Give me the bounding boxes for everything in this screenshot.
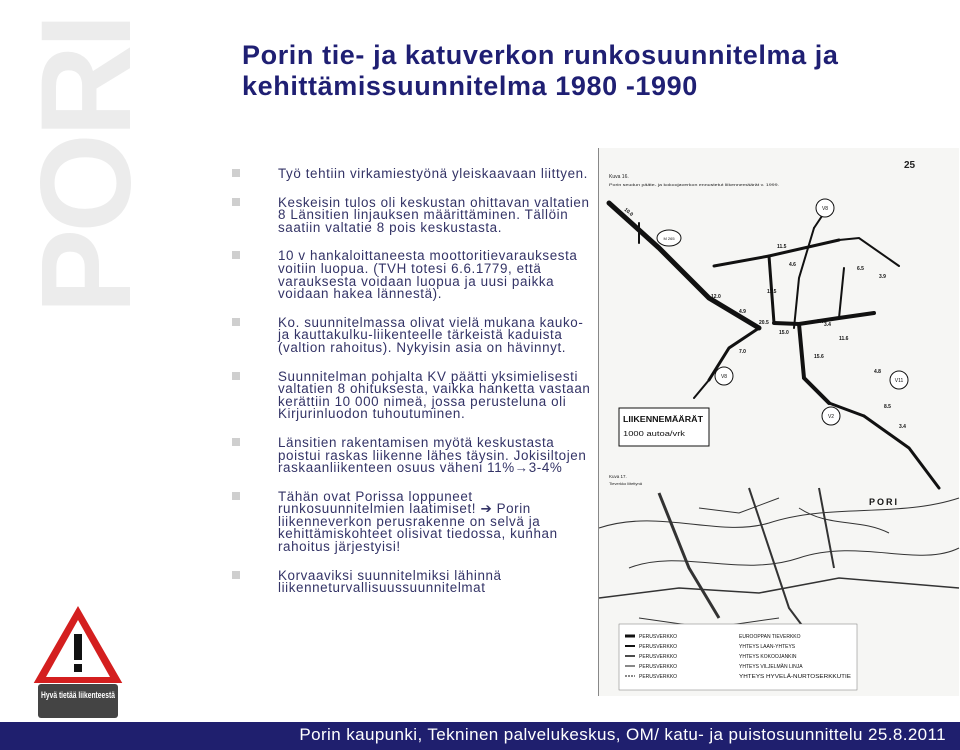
bullet-item (232, 250, 592, 300)
bullet-item (232, 434, 592, 476)
bullet-item (232, 488, 592, 555)
bullet-icon (232, 198, 240, 206)
traffic-value: 4.8 (874, 369, 881, 375)
slide-title: Porin tie- ja katuverkon runkosuunnitelma ja kehittämissuunnitelma 1980 -1990 (242, 40, 839, 101)
traffic-value: 9.0 (817, 319, 824, 325)
legend-row: PERUSVERKKO (639, 644, 678, 650)
bullet-icon (232, 492, 240, 500)
pori-logo-text: PORI (15, 17, 158, 314)
legend-row-right: YHTEYS LAAN-YHTEYS (739, 644, 796, 650)
bullet-item (232, 168, 592, 181)
bullet-text: Suunnitelman pohjalta KV päätti yksimielisesti valtatien 8 ohituksesta, vaikka hanketta vastaan kerättiin 10 000 nimeä, jossa perusteluna oli Kirjurinluodon tuhoutuminen. (278, 368, 591, 422)
bullet-item (232, 567, 592, 596)
figure-caption-mid-2: Tieverkko liitettynä (609, 481, 642, 486)
bullet-text: Keskeisin tulos oli keskustan ohittavan valtatien 8 Länsitien linjauksen määrittäminen. Tällöin saatiin valtatie 8 pois keskustasta. (278, 194, 590, 235)
traffic-value: 3.9 (879, 274, 886, 280)
legend-row: PERUSVERKKO (639, 654, 678, 660)
bullet-text: Länsitien rakentamisen myötä keskustasta poistui raskas liikenne lähes täysin. Jokisiltojen raskaanliikenteen osuus väheni 11%→3-4% (278, 434, 587, 476)
route-label: V8 (821, 206, 829, 212)
bullet-icon (232, 372, 240, 380)
traffic-value: 6.5 (857, 266, 864, 272)
traffic-value: 4.9 (739, 309, 746, 315)
warning-sign-label: Hyvä tietää liikenteestä (41, 690, 116, 700)
traffic-value: 10.0 (622, 206, 635, 218)
bullet-icon (232, 251, 240, 259)
bullet-text: Korvaaviksi suunnitelmiksi lähinnä liikenneturvallisuussuunnitelmat (278, 567, 502, 596)
route-label: M 265 (663, 236, 675, 241)
figure-page-number: 25 (904, 160, 916, 171)
bullet-list (232, 168, 592, 611)
warning-sign-icon (28, 600, 128, 720)
traffic-value: 8.5 (884, 404, 891, 410)
legend-row: PERUSVERKKO (639, 664, 678, 670)
legend-row-right: EUROOPPAN TIEVERKKO (739, 634, 801, 640)
bullet-text: Ko. suunnitelmassa olivat vielä mukana kauko- ja kauttakulku-liikenteelle tärkeistä kaduista (valtion rahoitus). Nykyisin asia on hävinnyt. (278, 314, 584, 355)
bullet-item (232, 194, 592, 235)
bullet-text: Työ tehtiin virkamiestyönä yleiskaavaan liittyen. (278, 166, 588, 181)
city-label: PORI (869, 497, 900, 507)
legend-row-right: YHTEYS VILJELMÄN LINJA (739, 664, 803, 670)
traffic-value: 15.0 (779, 330, 789, 336)
route-label: V2 (827, 414, 835, 420)
figure-caption-top-1: Kuva 16. (609, 174, 629, 180)
footer-bar (0, 722, 960, 750)
traffic-value: 15.6 (814, 354, 824, 360)
route-label: V11 (894, 378, 904, 384)
figure-caption-top-2: Porin seudun pääte- ja kokoojaverkon ennustetut liikennemäärät v. 1999. (609, 182, 779, 187)
traffic-value: 3.4 (899, 424, 906, 430)
bullet-icon (232, 169, 240, 177)
traffic-value: 4.6 (789, 262, 796, 268)
traffic-value: 3.4 (824, 322, 831, 328)
sidebar (0, 0, 158, 750)
bullet-text: Tähän ovat Porissa loppuneet runkosuunnitelmien laatimiset! ➔ Porin liikenneverkon perusrakenne on selvä ja kehittämiskohteet olisivat tiedossa, kunhan rahoitus järjestyisi! (278, 488, 558, 555)
traffic-value: 20.5 (759, 320, 769, 326)
traffic-value: 7.0 (739, 349, 746, 355)
bullet-text: 10 v hankaloittaneesta moottoritievarauksesta voitiin luopua. (TVH totesi 6.6.1779, että varauksesta voidaan luopua ja uusi paikka voidaan hakea lännestä). (278, 248, 578, 302)
figure-caption-mid-1: Kuva 17. (609, 474, 627, 479)
traffic-value: 12.0 (711, 294, 721, 300)
bullet-item (232, 314, 592, 355)
traffic-value: 11.5 (777, 244, 787, 250)
traffic-value: 11.5 (767, 289, 777, 295)
legend-title: LIIKENNEMÄÄRÄT (623, 415, 704, 424)
bullet-icon (232, 571, 240, 579)
bullet-icon (232, 318, 240, 326)
pori-logo (15, 17, 158, 322)
route-label: V8 (720, 374, 728, 380)
bullet-icon (232, 438, 240, 446)
traffic-value: 11.6 (839, 336, 849, 342)
traffic-map-figure (598, 148, 959, 696)
legend-subtitle: 1000 autoa/vrk (623, 431, 686, 438)
legend-row-right: YHTEYS HYVELÄ-NURTOSERKKUTIE (739, 674, 828, 680)
bullet-item (232, 368, 592, 422)
footer-text: Porin kaupunki, Tekninen palvelukeskus, OM/ katu- ja puistosuunnittelu 25.8.2011 (299, 725, 946, 744)
legend-row-right: YHTEYS KOKOOJANKIN (739, 654, 797, 660)
legend-row: PERUSVERKKO (639, 674, 678, 680)
legend-row: PERUSVERKKO (639, 634, 678, 640)
